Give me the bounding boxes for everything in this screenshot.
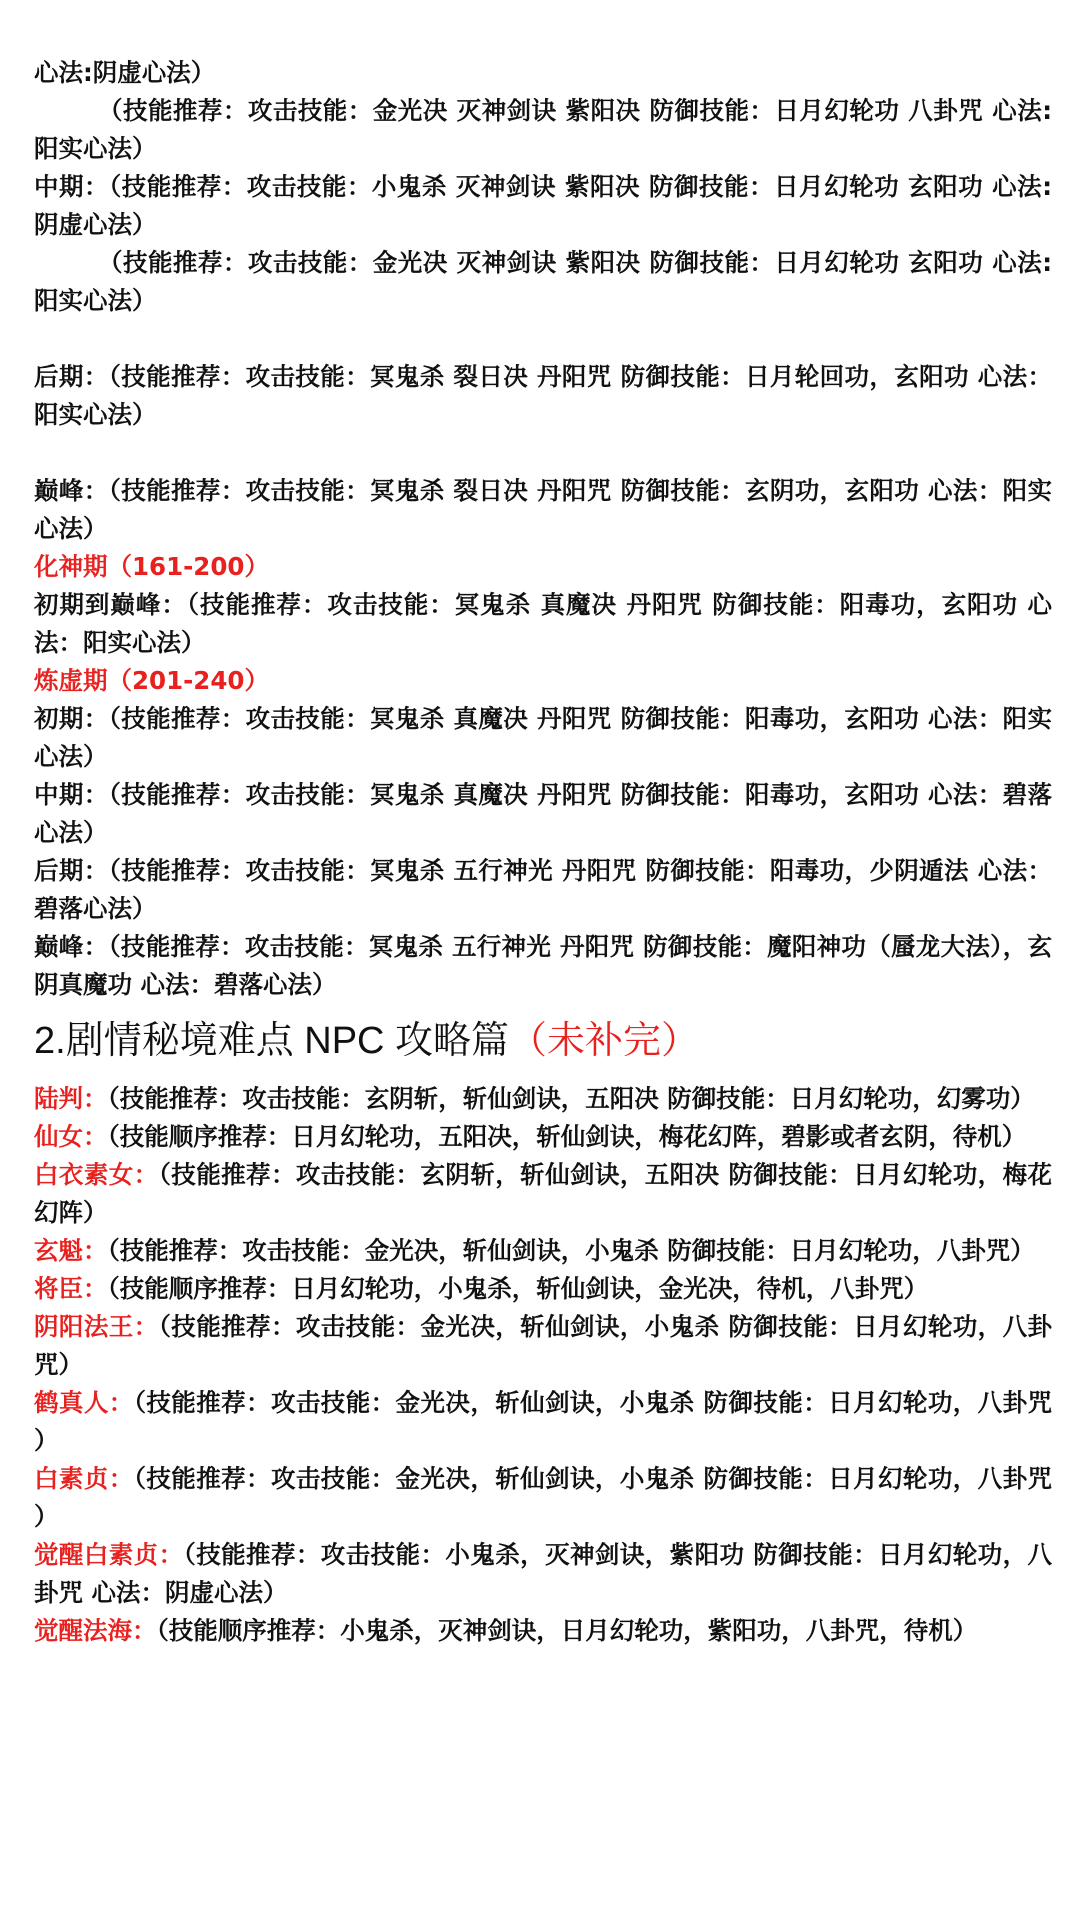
paragraph-huashen: 初期到巅峰：（技能推荐：攻击技能：冥鬼杀 真魔决 丹阳咒 防御技能：阳毒功，玄阳功 心法：阳实心法） (34, 590, 1052, 657)
npc-advice: （技能推荐：攻击技能：金光决，斩仙剑诀，小鬼杀 防御技能：日月幻轮功，八卦咒） (34, 1312, 1053, 1379)
npc-entry (34, 1270, 1052, 1308)
npc-entry (34, 1612, 1052, 1650)
npc-entry (34, 1308, 1052, 1384)
heading-main-text: 2.剧情秘境难点 NPC 攻略篇 (34, 1020, 510, 1062)
npc-entry (34, 1536, 1052, 1612)
npc-name: 觉醒法海： (34, 1616, 157, 1645)
npc-advice: （技能推荐：攻击技能：玄阴斩，斩仙剑诀，五阳决 防御技能：日月幻轮功，梅花幻阵） (34, 1160, 1053, 1227)
paragraph-mid: 中期：（技能推荐：攻击技能：小鬼杀 灭神剑诀 紫阳决 防御技能：日月幻轮功 玄阳功 心法:阴虚心法） (34, 172, 1052, 239)
npc-name: 玄魁： (34, 1236, 108, 1265)
npc-advice: （技能顺序推荐：日月幻轮功，五阳决，斩仙剑诀，梅花幻阵，碧影或者玄阴，待机） (107, 1122, 1027, 1151)
npc-entry (34, 1080, 1052, 1118)
npc-entry (34, 1232, 1052, 1270)
npc-entry (34, 1384, 1052, 1460)
spacer (34, 434, 1052, 472)
section-title-huashen: 化神期（161-200） (34, 552, 269, 581)
paragraph-lianxu-early: 初期：（技能推荐：攻击技能：冥鬼杀 真魔决 丹阳咒 防御技能：阳毒功，玄阳功 心法：阳实心法） (34, 704, 1052, 771)
paragraph-lianxu-late: 后期：（技能推荐：攻击技能：冥鬼杀 五行神光 丹阳咒 防御技能：阳毒功，少阴遁法 心法：碧落心法） (34, 856, 1052, 923)
paragraph-xuxin-1: 心法:阴虚心法） (34, 58, 216, 87)
npc-advice: （技能顺序推荐：小鬼杀，灭神剑诀，日月幻轮功，紫阳功，八卦咒，待机） (156, 1616, 978, 1645)
npc-name: 仙女： (34, 1122, 108, 1151)
npc-name: 白衣素女： (34, 1160, 159, 1189)
heading-incomplete-note: （未补完） (509, 1020, 700, 1062)
npc-name: 白素贞： (34, 1464, 134, 1493)
npc-entry (34, 1156, 1052, 1232)
document-page (34, 54, 1052, 1650)
npc-name: 觉醒白素贞： (34, 1540, 184, 1569)
section-title-lianxu: 炼虚期（201-240） (34, 666, 269, 695)
npc-name: 鹤真人： (34, 1388, 134, 1417)
npc-entry (34, 1460, 1052, 1536)
npc-advice: （技能推荐：攻击技能：金光决，斩仙剑诀，小鬼杀 防御技能：日月幻轮功，八卦咒 ） (34, 1464, 1053, 1531)
paragraph-mid-alt: （技能推荐：攻击技能：金光决 灭神剑诀 紫阳决 防御技能：日月幻轮功 玄阳功 心法:阳实心法） (34, 248, 1052, 315)
paragraph-lianxu-peak: 巅峰：（技能推荐：攻击技能：冥鬼杀 五行神光 丹阳咒 防御技能：魔阳神功（蜃龙大法），玄阴真魔功 心法：碧落心法） (34, 932, 1052, 999)
npc-advice: （技能推荐：攻击技能：小鬼杀，灭神剑诀，紫阳功 防御技能：日月幻轮功，八卦咒 心法：阴虚心法） (34, 1540, 1053, 1607)
npc-entry (34, 1118, 1052, 1156)
paragraph-late: 后期：（技能推荐：攻击技能：冥鬼杀 裂日决 丹阳咒 防御技能：日月轮回功，玄阳功 心法：阳实心法） (34, 362, 1052, 429)
paragraph-early-alt: （技能推荐：攻击技能：金光决 灭神剑诀 紫阳决 防御技能：日月幻轮功 八卦咒 心法:阳实心法） (34, 96, 1052, 163)
npc-advice: （技能推荐：攻击技能：玄阴斩，斩仙剑诀，五阳决 防御技能：日月幻轮功，幻雾功） (107, 1084, 1035, 1113)
npc-name: 陆判： (34, 1084, 108, 1113)
paragraph-lianxu-mid: 中期：（技能推荐：攻击技能：冥鬼杀 真魔决 丹阳咒 防御技能：阳毒功，玄阳功 心法：碧落心法） (34, 780, 1052, 847)
npc-advice: （技能推荐：攻击技能：金光决，斩仙剑诀，小鬼杀 防御技能：日月幻轮功，八卦咒 ） (34, 1388, 1053, 1455)
section-heading-npc (34, 1018, 1052, 1064)
paragraph-peak: 巅峰：（技能推荐：攻击技能：冥鬼杀 裂日决 丹阳咒 防御技能：玄阴功，玄阳功 心法：阳实心法） (34, 476, 1052, 543)
npc-advice: （技能顺序推荐：日月幻轮功，小鬼杀，斩仙剑诀，金光决，待机，八卦咒） (107, 1274, 929, 1303)
spacer (34, 320, 1052, 358)
npc-advice: （技能推荐：攻击技能：金光决，斩仙剑诀，小鬼杀 防御技能：日月幻轮功，八卦咒） (107, 1236, 1035, 1265)
npc-name: 阴阳法王： (34, 1312, 159, 1341)
npc-name: 将臣： (34, 1274, 108, 1303)
